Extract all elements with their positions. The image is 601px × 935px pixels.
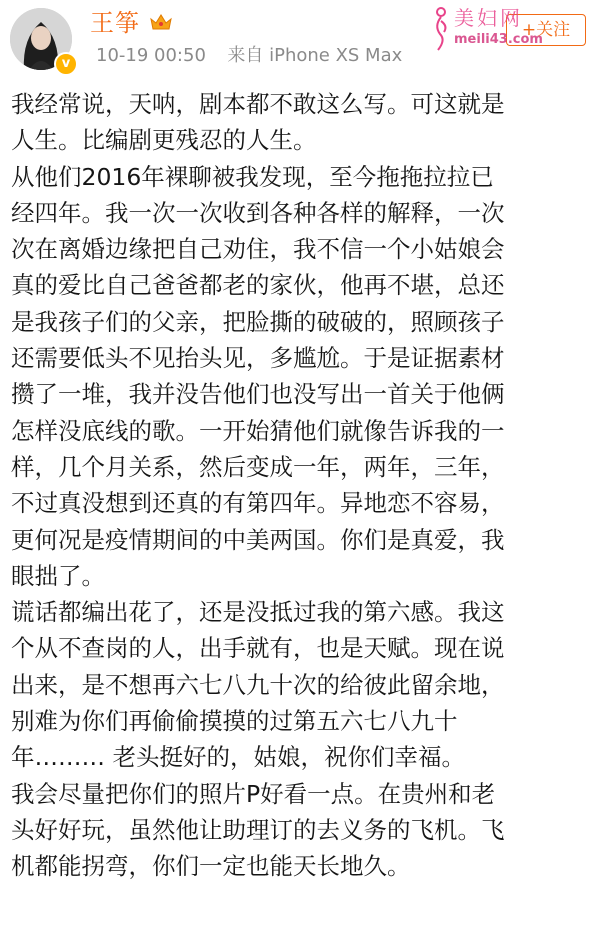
post-line: 眼拙了。 bbox=[11, 561, 105, 590]
post-line: 别难为你们再偷偷摸摸的过第五六七八九十 bbox=[11, 707, 458, 736]
post-line: 我经常说，天呐，剧本都不敢这么写。可这就是 bbox=[11, 90, 505, 118]
post-line: 出来，是不想再六七八九十次的给彼此留余地， bbox=[11, 670, 505, 699]
watermark-url: meili43.com bbox=[454, 32, 543, 47]
verified-badge-icon: v bbox=[54, 52, 78, 76]
post-line: 从他们2016年裸聊被我发现，至今拖拖拉拉已 bbox=[11, 162, 494, 191]
post-line: 是我孩子们的父亲，把脸撕的破破的，照顾孩子 bbox=[11, 307, 505, 336]
woman-figure-icon bbox=[430, 6, 452, 52]
post-line: 怎样没底线的歌。一开始猜他们就像告诉我的一 bbox=[11, 416, 505, 445]
user-name[interactable]: 王筝 bbox=[90, 9, 140, 37]
post-line: 更何况是疫情期间的中美两国。你们是真爱，我 bbox=[11, 525, 505, 554]
post-line: 攒了一堆，我并没告他们也没写出一首关于他俩 bbox=[11, 380, 505, 409]
post-line: 机都能拐弯，你们一定也能天长地久。 bbox=[11, 852, 411, 881]
post-line: 真的爱比自己爸爸都老的家伙，他再不堪，总还 bbox=[11, 271, 505, 300]
post-line: 年……… 老头挺好的，姑娘，祝你们幸福。 bbox=[11, 743, 465, 772]
crown-icon bbox=[150, 13, 172, 31]
post-meta bbox=[96, 44, 402, 68]
post-line: 头好好玩，虽然他让助理订的去义务的飞机。飞 bbox=[11, 815, 505, 844]
post-source: 来自 iPhone XS Max bbox=[227, 45, 403, 66]
post-line: 个从不查岗的人，出手就有，也是天赋。现在说 bbox=[11, 634, 505, 663]
post-line: 经四年。我一次一次收到各种各样的解释，一次 bbox=[11, 198, 505, 227]
post-header bbox=[0, 0, 601, 84]
post-line: 样，几个月关系，然后变成一年，两年，三年， bbox=[11, 452, 505, 481]
post-line: 不过真没想到还真的有第四年。异地恋不容易， bbox=[11, 489, 505, 518]
post-content bbox=[11, 86, 597, 885]
follow-button[interactable]: +关注 bbox=[506, 14, 586, 46]
post-line: 谎话都编出花了，还是没抵过我的第六感。我这 bbox=[11, 598, 505, 627]
post-line: 次在离婚边缘把自己劝住，我不信一个小姑娘会 bbox=[11, 235, 505, 264]
post-line: 还需要低头不见抬头见，多尴尬。于是证据素材 bbox=[11, 344, 505, 373]
post-timestamp: 10-19 00:50 bbox=[96, 45, 206, 66]
post-line: 我会尽量把你们的照片P好看一点。在贵州和老 bbox=[11, 779, 496, 808]
post-line: 人生。比编剧更残忍的人生。 bbox=[11, 126, 317, 155]
watermark-title: 美妇网 bbox=[454, 6, 523, 30]
